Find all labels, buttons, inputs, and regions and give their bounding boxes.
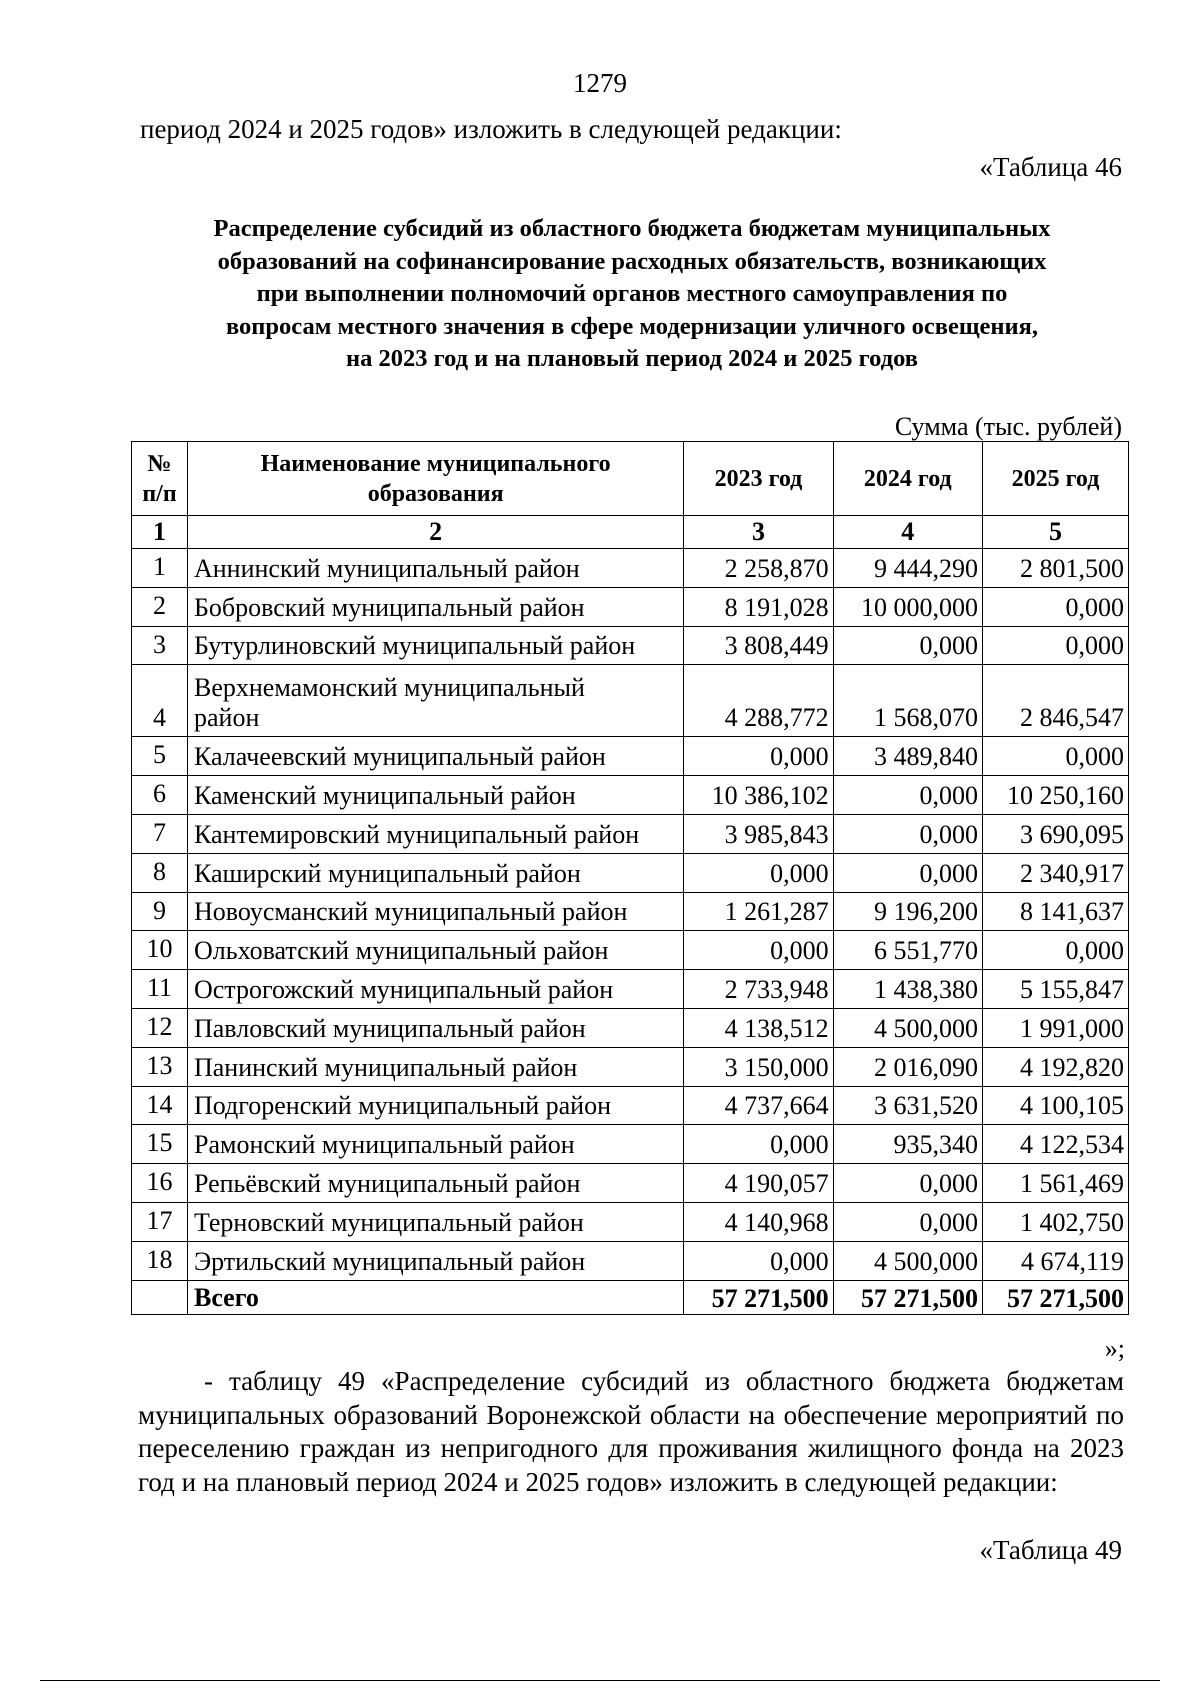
header-name: Наименование муниципального образования xyxy=(187,442,683,516)
row-no: 6 xyxy=(132,776,188,815)
col-number: 1 xyxy=(132,516,188,549)
row-name: Репьёвский муниципальный район xyxy=(187,1164,683,1203)
row-2025: 0,000 xyxy=(982,737,1128,776)
row-2023: 2 733,948 xyxy=(684,970,833,1009)
row-no: 2 xyxy=(132,587,188,626)
table-row xyxy=(132,737,1129,776)
table-label: «Таблица 46 xyxy=(979,152,1122,182)
row-2023: 1 261,287 xyxy=(684,892,833,931)
table-row xyxy=(132,1047,1129,1086)
row-2023: 0,000 xyxy=(684,853,833,892)
row-no: 8 xyxy=(132,853,188,892)
row-2024: 1 568,070 xyxy=(833,665,982,737)
table-row xyxy=(132,549,1129,588)
row-2025: 4 674,119 xyxy=(982,1241,1128,1280)
row-2025: 2 801,500 xyxy=(982,549,1128,588)
title-line: при выполнении полномочий органов местного самоуправления по xyxy=(256,280,1008,307)
row-name: Подгоренский муниципальный район xyxy=(187,1086,683,1125)
table-title xyxy=(140,213,1124,376)
table-row xyxy=(132,1008,1129,1047)
row-name: Эртильский муниципальный район xyxy=(187,1241,683,1280)
row-2024: 0,000 xyxy=(833,1202,982,1241)
table-row xyxy=(132,931,1129,970)
row-no: 1 xyxy=(132,549,188,588)
row-2023: 3 150,000 xyxy=(684,1047,833,1086)
row-2025: 3 690,095 xyxy=(982,814,1128,853)
table-row xyxy=(132,892,1129,931)
table-row xyxy=(132,1202,1129,1241)
row-2023: 0,000 xyxy=(684,931,833,970)
header-row xyxy=(132,442,1129,516)
total-no xyxy=(132,1280,188,1314)
row-2023: 10 386,102 xyxy=(684,776,833,815)
col-number: 5 xyxy=(982,516,1128,549)
row-2024: 1 438,380 xyxy=(833,970,982,1009)
row-2023: 4 138,512 xyxy=(684,1008,833,1047)
row-name: Панинский муниципальный район xyxy=(187,1047,683,1086)
row-2024: 935,340 xyxy=(833,1125,982,1164)
table-row xyxy=(132,587,1129,626)
row-2023: 0,000 xyxy=(684,1125,833,1164)
row-2025: 1 991,000 xyxy=(982,1008,1128,1047)
amendment-paragraph: - таблицу 49 «Распределение субсидий из областного бюджета бюджетам муниципальных образований Воронежской области на обеспечение мероприятий по переселению граждан из непригодного для проживания жилищного фонда на 2023 год и на плановый период 2024 и 2025 годов» изложить в следующей редакции: xyxy=(138,1366,1124,1497)
row-2023: 3 985,843 xyxy=(684,814,833,853)
row-name xyxy=(187,665,683,737)
row-2025: 10 250,160 xyxy=(982,776,1128,815)
col-number: 3 xyxy=(684,516,833,549)
row-name: Калачеевский муниципальный район xyxy=(187,737,683,776)
row-2024: 3 489,840 xyxy=(833,737,982,776)
total-row xyxy=(132,1280,1129,1314)
row-name-line1: Верхнемамонский муниципальный xyxy=(193,673,585,703)
row-no: 12 xyxy=(132,1008,188,1047)
row-2024: 4 500,000 xyxy=(833,1241,982,1280)
row-2024: 4 500,000 xyxy=(833,1008,982,1047)
row-2024: 6 551,770 xyxy=(833,931,982,970)
row-name: Бобровский муниципальный район xyxy=(187,587,683,626)
row-name: Каменский муниципальный район xyxy=(187,776,683,815)
title-line: вопросам местного значения в сфере модернизации уличного освещения, xyxy=(225,312,1039,340)
row-2024: 9 444,290 xyxy=(833,549,982,588)
row-2025: 0,000 xyxy=(982,587,1128,626)
header-no: № п/п xyxy=(132,442,188,516)
col-number: 4 xyxy=(833,516,982,549)
row-2024: 10 000,000 xyxy=(833,587,982,626)
row-2023: 4 140,968 xyxy=(684,1202,833,1241)
row-2023: 4 190,057 xyxy=(684,1164,833,1203)
units-label: Сумма (тыс. рублей) xyxy=(894,412,1122,441)
row-name: Бутурлиновский муниципальный район xyxy=(187,626,683,665)
total-2023: 57 271,500 xyxy=(684,1280,833,1314)
row-2025: 4 100,105 xyxy=(982,1086,1128,1125)
row-no: 4 xyxy=(132,665,188,737)
row-name: Рамонский муниципальный район xyxy=(187,1125,683,1164)
row-2023: 8 191,028 xyxy=(684,587,833,626)
row-no: 3 xyxy=(132,626,188,665)
title-line: образований на софинансирование расходных обязательств, возникающих xyxy=(217,247,1047,275)
table-row xyxy=(132,814,1129,853)
table-row xyxy=(132,665,1129,737)
row-name: Острогожский муниципальный район xyxy=(187,970,683,1009)
row-2024: 3 631,520 xyxy=(833,1086,982,1125)
row-name: Новоусманский муниципальный район xyxy=(187,892,683,931)
row-name: Павловский муниципальный район xyxy=(187,1008,683,1047)
page-number: 1279 xyxy=(573,68,627,98)
next-table-label: «Таблица 49 xyxy=(979,1535,1122,1565)
row-2023: 3 808,449 xyxy=(684,626,833,665)
closing-quote: »; xyxy=(1104,1334,1125,1363)
row-2024: 0,000 xyxy=(833,626,982,665)
title-line: на 2023 год и на плановый период 2024 и 2025 годов xyxy=(345,345,918,372)
table-row xyxy=(132,1086,1129,1125)
row-name: Аннинский муниципальный район xyxy=(187,549,683,588)
row-2025: 2 846,547 xyxy=(982,665,1128,737)
col-number: 2 xyxy=(187,516,683,549)
header-2025: 2025 год xyxy=(982,442,1128,516)
row-2025: 0,000 xyxy=(982,626,1128,665)
column-numbers-row xyxy=(132,516,1129,549)
table-row xyxy=(132,776,1129,815)
row-no: 14 xyxy=(132,1086,188,1125)
row-2025: 8 141,637 xyxy=(982,892,1128,931)
table-row xyxy=(132,626,1129,665)
table-row xyxy=(132,1164,1129,1203)
table-row xyxy=(132,1125,1129,1164)
row-no: 11 xyxy=(132,970,188,1009)
table-row xyxy=(132,853,1129,892)
row-2023: 0,000 xyxy=(684,737,833,776)
row-2024: 0,000 xyxy=(833,814,982,853)
row-name: Ольховатский муниципальный район xyxy=(187,931,683,970)
header-2024: 2024 год xyxy=(833,442,982,516)
row-2025: 1 402,750 xyxy=(982,1202,1128,1241)
row-name-line2: район xyxy=(193,703,260,733)
row-no: 13 xyxy=(132,1047,188,1086)
row-2023: 2 258,870 xyxy=(684,549,833,588)
row-no: 18 xyxy=(132,1241,188,1280)
row-2023: 4 288,772 xyxy=(684,665,833,737)
row-2023: 4 737,664 xyxy=(684,1086,833,1125)
row-name: Кантемировский муниципальный район xyxy=(187,814,683,853)
total-label: Всего xyxy=(187,1280,683,1314)
row-2024: 2 016,090 xyxy=(833,1047,982,1086)
row-2025: 4 192,820 xyxy=(982,1047,1128,1086)
table-row xyxy=(132,1241,1129,1280)
row-2024: 0,000 xyxy=(833,776,982,815)
row-no: 17 xyxy=(132,1202,188,1241)
bottom-rule xyxy=(40,1680,1160,1681)
row-no: 7 xyxy=(132,814,188,853)
header-2023: 2023 год xyxy=(684,442,833,516)
row-2025: 1 561,469 xyxy=(982,1164,1128,1203)
row-2024: 0,000 xyxy=(833,853,982,892)
row-2025: 4 122,534 xyxy=(982,1125,1128,1164)
intro-text: период 2024 и 2025 годов» изложить в следующей редакции: xyxy=(140,114,842,144)
row-2024: 9 196,200 xyxy=(833,892,982,931)
row-2024: 0,000 xyxy=(833,1164,982,1203)
subsidy-table xyxy=(131,441,1129,1315)
row-2025: 5 155,847 xyxy=(982,970,1128,1009)
row-2023: 0,000 xyxy=(684,1241,833,1280)
total-2024: 57 271,500 xyxy=(833,1280,982,1314)
total-2025: 57 271,500 xyxy=(982,1280,1128,1314)
row-name: Терновский муниципальный район xyxy=(187,1202,683,1241)
title-line: Распределение субсидий из областного бюджета бюджетам муниципальных xyxy=(213,215,1051,242)
row-name: Каширский муниципальный район xyxy=(187,853,683,892)
table-row xyxy=(132,970,1129,1009)
row-no: 10 xyxy=(132,931,188,970)
row-2025: 0,000 xyxy=(982,931,1128,970)
row-2025: 2 340,917 xyxy=(982,853,1128,892)
row-no: 5 xyxy=(132,737,188,776)
row-no: 15 xyxy=(132,1125,188,1164)
row-no: 16 xyxy=(132,1164,188,1203)
row-no: 9 xyxy=(132,892,188,931)
